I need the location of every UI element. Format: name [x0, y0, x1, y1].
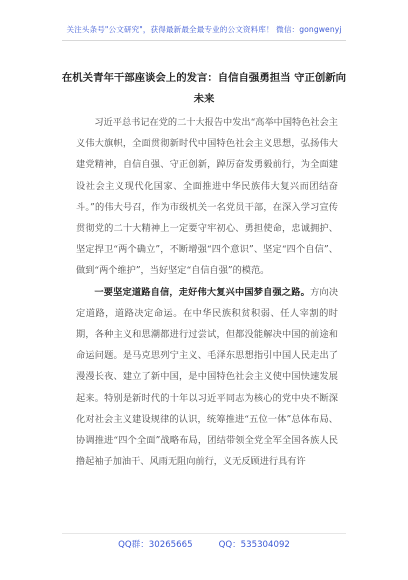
paragraph-intro: 习近平总书记在党的二十大报告中发出“高举中国特色社会主义伟大旗帜，全面贯彻新时代中国特色社会主义思想，弘扬伟大建党精神，自信自强、守正创新，踔厉奋发勇毅前行，为全面建设社会主义现代化国家、全面推进中华民族伟大复兴而团结奋斗。”的伟大号召，作为市级机关一名党员干部，在深入学习宣传贯彻党的二十大精神上一定要守牢初心、勇担使命，忠诚拥护、坚定捍卫“两个确立”，不断增强“四个意识”、坚定“四个自信”、做到“两个维护”，当好坚定“自信自强”的模范。 [76, 117, 338, 277]
paragraph-text: 方向决定道路，道路决定命运。在中华民族积贫积弱、任人宰割的时期，各种主义和思潮都进行过尝试，但都没能解决中国的前途和命运问题。是马克思列宁主义、毛泽东思想指引中国人民走出了漫漫长夜、建立了新中国，是中国特色社会主义使中国快速发展起来。特别是新时代的十年以习近平同志为核心的党中央不断深化对社会主义建设规律的认识，统筹推进“五位一体”总体布局、协调推进“四个全面”战略布局，团结带领全党全军全国各族人民撸起袖子加油干、风雨无阻向前行，义无反顾进行具有许 [76, 286, 339, 468]
paragraph-road-confidence [76, 282, 338, 473]
footer-qq-group: QQ群：30265665 [118, 540, 193, 550]
header-divider [62, 40, 346, 41]
document-title: 在机关青年干部座谈会上的发言：自信自强勇担当 守正创新向未来 [61, 72, 347, 105]
footer-qq: QQ：535304092 [218, 540, 290, 550]
footer-contacts [0, 538, 408, 550]
footer-divider [62, 533, 346, 534]
document-body [76, 112, 338, 472]
paragraph-lead: 一要坚定道路自信，走好伟大复兴中国梦自强之路。 [94, 286, 311, 298]
header-note: 关注头条号"公文研究"，获得最新最全最专业的公文资料库！ 微信：gongwenyj [66, 25, 342, 34]
